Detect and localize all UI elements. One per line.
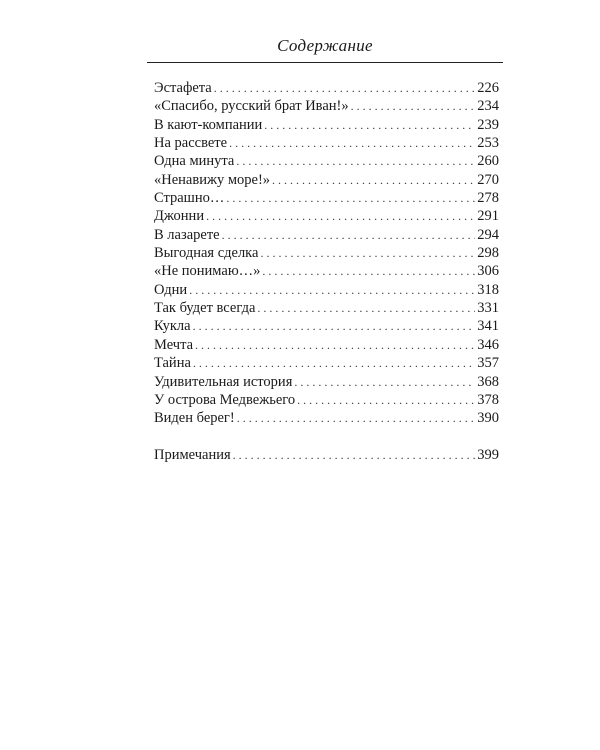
toc-entry-page: 341 [477, 318, 499, 335]
toc-entry-title: В лазарете [154, 226, 220, 243]
toc-entry-title: Эстафета [154, 80, 212, 96]
toc-entry-title: «Не понимаю…» [154, 263, 261, 280]
table-of-contents [154, 79, 499, 464]
toc-entry-title: Мечта [154, 336, 194, 353]
toc-entry-page: 226 [477, 80, 499, 96]
toc-entry-page: 331 [477, 300, 499, 317]
toc-entry [154, 152, 499, 170]
dot-leader [222, 226, 476, 244]
toc-entry [154, 207, 499, 225]
toc-entry-page: 378 [477, 391, 499, 408]
toc-entry [154, 79, 499, 97]
toc-entry-page: 294 [477, 226, 499, 243]
toc-entry-page: 270 [477, 171, 499, 188]
dot-leader [262, 262, 475, 280]
toc-entry-title: Кукла [154, 318, 191, 335]
dot-leader [189, 281, 475, 299]
toc-entry-title: Удивительная история [154, 373, 293, 390]
toc-entry-notes [154, 446, 499, 464]
toc-entry-title: «Спасибо, русский брат Иван!» [154, 98, 349, 115]
toc-entry-title: Одни [154, 281, 188, 298]
toc-entry [154, 189, 499, 207]
dot-leader [260, 244, 475, 262]
toc-entry-page: 278 [477, 190, 499, 207]
toc-entry-title: Одна минута [154, 153, 235, 170]
dot-leader [237, 409, 476, 427]
toc-entry-page: 298 [477, 245, 499, 262]
toc-entry-page: 306 [477, 263, 499, 280]
toc-entry [154, 171, 499, 189]
dot-leader [233, 446, 476, 464]
toc-entry [154, 299, 499, 317]
toc-entry-page: 368 [477, 373, 499, 390]
toc-entry [154, 116, 499, 134]
dot-leader [294, 373, 475, 391]
toc-entry [154, 354, 499, 372]
toc-entry-page: 253 [477, 135, 499, 152]
dot-leader [214, 79, 476, 97]
dot-leader [195, 336, 475, 354]
toc-entry [154, 409, 499, 427]
toc-entry-page: 234 [477, 98, 499, 115]
dot-leader [193, 317, 476, 335]
dot-leader [272, 171, 475, 189]
toc-entry-title: На рассвете [154, 135, 228, 152]
toc-entry-page: 390 [477, 410, 499, 427]
toc-entry-title: Выгодная сделка [154, 245, 259, 262]
toc-entry-page: 291 [477, 208, 499, 225]
dot-leader [229, 134, 475, 152]
toc-entry [154, 391, 499, 409]
dot-leader [236, 152, 475, 170]
toc-entry [154, 262, 499, 280]
toc-entry-page: 260 [477, 153, 499, 170]
dot-leader [206, 207, 475, 225]
toc-entry [154, 134, 499, 152]
toc-entry-title: Так будет всегда [154, 300, 256, 317]
toc-entry-title: У острова Медвежьего [154, 391, 296, 408]
dot-leader [297, 391, 475, 409]
dot-leader [257, 299, 475, 317]
toc-entry-page: 239 [477, 116, 499, 133]
toc-entry-title: Тайна [154, 355, 191, 372]
toc-entry [154, 97, 499, 115]
toc-entry-title: «Ненавижу море!» [154, 171, 271, 188]
toc-entry-page: 346 [477, 336, 499, 353]
dot-leader [264, 116, 475, 134]
dot-leader [226, 189, 475, 207]
running-head: Содержание [277, 36, 373, 55]
toc-entry-page: 357 [477, 355, 499, 372]
toc-entry [154, 281, 499, 299]
toc-entry [154, 317, 499, 335]
dot-leader [193, 354, 475, 372]
toc-entry [154, 244, 499, 262]
toc-entry-page: 399 [477, 446, 499, 463]
toc-entry [154, 373, 499, 391]
toc-entry [154, 336, 499, 354]
toc-entry-page: 318 [477, 281, 499, 298]
header-rule [147, 62, 503, 63]
toc-entry-title: Виден берег! [154, 410, 235, 427]
toc-spacer [154, 428, 499, 446]
dot-leader [351, 97, 476, 115]
toc-entry [154, 226, 499, 244]
toc-entry-title: В кают-компании [154, 116, 263, 133]
toc-entry-title: Примечания [154, 446, 231, 463]
toc-entry-title: Джонни [154, 208, 205, 225]
toc-entry-title: Страшно… [154, 190, 225, 207]
